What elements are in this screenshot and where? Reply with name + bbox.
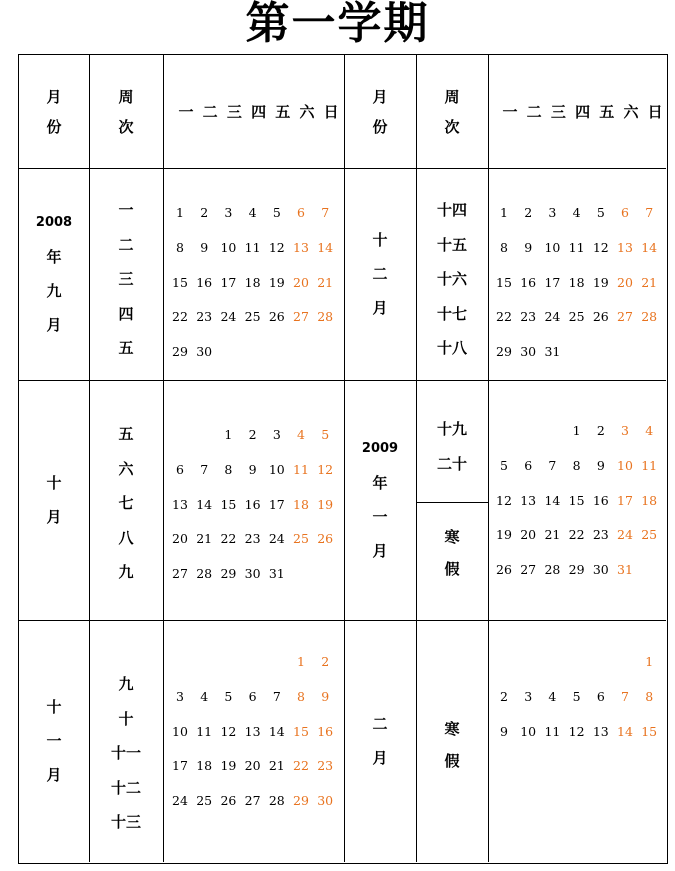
date-cell: 16 <box>592 492 609 508</box>
date-cell: 1 <box>645 654 654 669</box>
month-label <box>19 206 89 342</box>
date-cell: 12 <box>317 461 334 477</box>
date-cell: 19 <box>317 496 334 512</box>
week-number: 二 <box>118 235 134 254</box>
month-text: 2008 <box>35 215 73 230</box>
month-header: 月 份 <box>46 88 62 136</box>
month-text: 一 <box>46 732 62 750</box>
month-text: 九 <box>46 282 62 300</box>
date-cell: 10 <box>544 239 561 255</box>
date-cell: 3 <box>621 423 629 438</box>
date-cell: 13 <box>172 496 188 512</box>
date-cell: 14 <box>544 492 561 508</box>
date-cell: 6 <box>176 461 184 477</box>
date-cell: 31 <box>268 566 285 582</box>
week-number: 五 <box>118 425 134 443</box>
date-cell: 11 <box>568 239 585 255</box>
week-number: 十八 <box>436 339 467 357</box>
date-cell: 14 <box>617 723 633 739</box>
date-cell: 5 <box>596 205 605 220</box>
week-number: 二十 <box>436 454 467 473</box>
week-number: 十五 <box>436 235 467 254</box>
date-cell: 9 <box>524 239 533 255</box>
week-number: 十三 <box>110 813 141 831</box>
date-cell: 20 <box>172 531 188 547</box>
date-cell: 22 <box>496 309 512 325</box>
date-cell: 16 <box>520 274 537 290</box>
date-cell: 30 <box>244 566 261 582</box>
date-cell: 3 <box>272 427 281 442</box>
date-cell: 4 <box>548 688 557 704</box>
date-cell: 25 <box>244 309 261 325</box>
date-cell: 4 <box>645 423 654 438</box>
month-text: 月 <box>372 299 388 317</box>
date-cell: 19 <box>496 527 512 543</box>
date-cell: 19 <box>592 274 609 290</box>
holiday-label: 假 <box>444 752 460 770</box>
date-cell: 12 <box>268 239 285 255</box>
date-cell: 27 <box>520 562 537 578</box>
date-cell: 14 <box>268 723 285 739</box>
date-cell: 23 <box>317 758 334 774</box>
weekday-label: 三 <box>226 103 242 121</box>
date-cell: 8 <box>224 461 233 477</box>
month-label <box>344 707 416 775</box>
date-cell: 3 <box>524 688 533 704</box>
date-cell: 20 <box>520 527 537 543</box>
date-cell: 7 <box>548 457 557 473</box>
date-cell: 26 <box>592 309 609 325</box>
month-text: 二 <box>372 265 388 283</box>
date-cell: 12 <box>220 723 237 739</box>
date-cell: 27 <box>244 793 261 809</box>
date-cell: 30 <box>317 793 334 809</box>
date-cell: 24 <box>268 531 285 547</box>
month-label <box>344 223 416 325</box>
date-cell: 8 <box>297 688 305 704</box>
weekday-label: 日 <box>647 103 663 121</box>
date-cell: 29 <box>293 793 309 809</box>
date-cell: 18 <box>244 274 261 290</box>
date-cell: 8 <box>572 457 581 473</box>
date-cell: 18 <box>293 496 309 512</box>
divider <box>19 380 666 381</box>
date-cell: 29 <box>220 566 237 582</box>
date-cell: 21 <box>317 274 334 290</box>
month-label <box>344 432 416 568</box>
month-label <box>19 466 89 534</box>
date-cell: 16 <box>196 274 213 290</box>
date-cell: 21 <box>196 531 213 547</box>
date-cell: 19 <box>220 758 237 774</box>
date-cell: 13 <box>244 723 261 739</box>
date-cell: 16 <box>244 496 261 512</box>
date-cell: 10 <box>220 239 237 255</box>
date-cell: 7 <box>645 205 654 220</box>
weekday-label: 四 <box>575 103 591 121</box>
date-cell: 29 <box>568 562 585 578</box>
date-cell: 5 <box>321 427 330 442</box>
date-cell: 26 <box>268 309 285 325</box>
week-number: 十一 <box>110 744 141 762</box>
date-cell: 26 <box>317 531 334 547</box>
date-cell: 2 <box>500 688 508 704</box>
date-cell: 15 <box>220 496 237 512</box>
holiday-label: 寒 <box>444 720 460 738</box>
weekday-label: 五 <box>599 103 615 121</box>
week-number: 十六 <box>436 270 467 288</box>
date-cell: 24 <box>544 309 561 325</box>
date-cell: 15 <box>641 723 658 739</box>
weekday-label: 日 <box>323 103 339 121</box>
date-cell: 17 <box>268 496 285 512</box>
date-cell: 26 <box>220 793 237 809</box>
date-cell: 17 <box>544 274 561 290</box>
date-cell: 27 <box>293 309 309 325</box>
divider <box>416 502 488 503</box>
month-text: 二 <box>372 715 388 733</box>
date-cell: 25 <box>641 527 658 543</box>
date-cell: 15 <box>568 492 585 508</box>
date-cell: 11 <box>293 461 309 477</box>
date-cell: 10 <box>617 457 633 473</box>
date-cell: 1 <box>176 205 184 220</box>
date-cell: 23 <box>592 527 609 543</box>
date-cell: 2 <box>200 205 209 220</box>
divider <box>19 168 666 169</box>
date-cell: 3 <box>224 205 233 220</box>
date-cell: 30 <box>196 344 213 360</box>
month-text: 十 <box>46 698 62 716</box>
date-cell: 29 <box>496 344 512 360</box>
weekday-label: 三 <box>550 103 566 121</box>
week-number: 十四 <box>436 201 467 219</box>
date-cell: 18 <box>196 758 213 774</box>
date-cell: 12 <box>568 723 585 739</box>
week-number: 一 <box>118 201 134 219</box>
date-cell: 24 <box>172 793 188 809</box>
weekday-label: 六 <box>623 103 639 121</box>
date-cell: 4 <box>200 688 209 704</box>
date-cell: 15 <box>293 723 309 739</box>
week-number: 十二 <box>110 778 141 797</box>
date-cell: 9 <box>500 723 508 739</box>
date-cell: 8 <box>176 239 184 255</box>
date-cell: 11 <box>544 723 561 739</box>
date-cell: 21 <box>544 527 561 543</box>
date-cell: 30 <box>592 562 609 578</box>
date-cell: 6 <box>297 205 305 220</box>
date-cell: 2 <box>524 205 533 220</box>
date-cell: 31 <box>544 344 561 360</box>
month-text: 十 <box>372 231 388 249</box>
date-cell: 31 <box>617 562 633 578</box>
date-cell: 4 <box>248 205 257 220</box>
date-cell: 9 <box>200 239 209 255</box>
date-cell: 22 <box>568 527 585 543</box>
date-cell: 29 <box>172 344 188 360</box>
date-cell: 28 <box>544 562 561 578</box>
week-number: 十九 <box>436 420 467 438</box>
week-header: 周 次 <box>444 88 460 136</box>
date-cell: 26 <box>496 562 512 578</box>
date-cell: 22 <box>220 531 237 547</box>
date-cell: 24 <box>220 309 237 325</box>
week-number: 四 <box>118 304 134 323</box>
date-cell: 9 <box>596 457 605 473</box>
week-number: 九 <box>118 563 134 581</box>
date-cell: 1 <box>297 654 305 669</box>
date-cell: 10 <box>172 723 188 739</box>
date-cell: 10 <box>268 461 285 477</box>
calendar-table <box>18 54 668 864</box>
date-cell: 6 <box>621 205 629 220</box>
date-cell: 28 <box>268 793 285 809</box>
date-cell: 12 <box>496 492 512 508</box>
date-cell: 20 <box>293 274 309 290</box>
month-label <box>19 690 89 792</box>
week-number: 五 <box>118 339 134 357</box>
month-text: 月 <box>372 542 388 560</box>
date-cell: 16 <box>317 723 334 739</box>
date-cell: 7 <box>321 205 330 220</box>
weekday-label: 四 <box>251 103 267 121</box>
week-number: 三 <box>118 270 134 288</box>
date-cell: 5 <box>500 457 508 473</box>
date-cell: 5 <box>572 688 581 704</box>
week-header: 周 次 <box>118 88 134 136</box>
date-cell: 21 <box>641 274 658 290</box>
date-cell: 21 <box>268 758 285 774</box>
month-header: 月 份 <box>372 88 388 136</box>
date-cell: 5 <box>224 688 233 704</box>
weekday-label: 一 <box>178 103 194 121</box>
month-text: 年 <box>46 248 62 266</box>
date-cell: 23 <box>520 309 537 325</box>
date-cell: 20 <box>617 274 633 290</box>
date-cell: 10 <box>520 723 537 739</box>
date-cell: 25 <box>293 531 309 547</box>
date-cell: 7 <box>200 461 209 477</box>
month-text: 十 <box>46 474 62 492</box>
weekday-label: 一 <box>502 103 518 121</box>
month-text: 月 <box>46 508 62 526</box>
date-cell: 17 <box>220 274 237 290</box>
date-cell: 4 <box>572 205 581 220</box>
month-text: 月 <box>46 766 62 784</box>
date-cell: 9 <box>248 461 257 477</box>
week-number: 九 <box>118 675 134 693</box>
weekday-label: 二 <box>202 103 218 121</box>
date-cell: 5 <box>272 205 281 220</box>
date-cell: 6 <box>248 688 257 704</box>
date-cell: 9 <box>321 688 330 704</box>
week-number: 八 <box>118 528 134 547</box>
month-text: 年 <box>372 474 388 492</box>
date-cell: 15 <box>172 274 188 290</box>
date-cell: 28 <box>317 309 334 325</box>
date-cell: 11 <box>244 239 261 255</box>
date-cell: 3 <box>176 688 184 704</box>
month-text: 2009 <box>361 441 399 456</box>
date-cell: 13 <box>592 723 609 739</box>
month-text: 月 <box>46 316 62 334</box>
date-cell: 28 <box>196 566 213 582</box>
date-cell: 27 <box>172 566 188 582</box>
date-cell: 22 <box>293 758 309 774</box>
date-cell: 14 <box>196 496 213 512</box>
date-cell: 18 <box>568 274 585 290</box>
date-cell: 1 <box>500 205 508 220</box>
date-cell: 14 <box>317 239 334 255</box>
holiday-label: 寒 <box>444 528 460 546</box>
holiday-label: 假 <box>444 560 460 578</box>
date-cell: 2 <box>596 423 605 438</box>
date-cell: 11 <box>641 457 658 473</box>
date-cell: 19 <box>268 274 285 290</box>
date-cell: 13 <box>617 239 633 255</box>
date-cell: 20 <box>244 758 261 774</box>
week-number: 七 <box>118 494 134 512</box>
date-cell: 4 <box>297 427 305 442</box>
date-cell: 1 <box>572 423 581 438</box>
date-cell: 25 <box>568 309 585 325</box>
date-cell: 17 <box>172 758 188 774</box>
date-cell: 24 <box>617 527 633 543</box>
month-text: 一 <box>372 508 388 526</box>
date-cell: 7 <box>272 688 281 704</box>
date-cell: 13 <box>520 492 537 508</box>
date-cell: 6 <box>524 457 533 473</box>
date-cell: 15 <box>496 274 512 290</box>
weekday-label: 二 <box>526 103 542 121</box>
date-cell: 11 <box>196 723 213 739</box>
month-text: 月 <box>372 749 388 767</box>
divider <box>19 620 666 621</box>
date-cell: 3 <box>548 205 557 220</box>
date-cell: 22 <box>172 309 188 325</box>
week-number: 六 <box>118 459 134 478</box>
date-cell: 1 <box>224 427 233 442</box>
date-cell: 2 <box>248 427 257 442</box>
date-cell: 13 <box>293 239 309 255</box>
date-cell: 23 <box>244 531 261 547</box>
date-cell: 6 <box>596 688 605 704</box>
weekday-label: 六 <box>299 103 315 121</box>
date-cell: 8 <box>500 239 508 255</box>
date-cell: 8 <box>645 688 654 704</box>
date-cell: 12 <box>592 239 609 255</box>
date-cell: 7 <box>621 688 629 704</box>
weekday-label: 五 <box>275 103 291 121</box>
date-cell: 17 <box>617 492 633 508</box>
page-title: 第一学期 <box>245 0 430 49</box>
date-cell: 2 <box>321 654 330 669</box>
date-cell: 18 <box>641 492 658 508</box>
date-cell: 23 <box>196 309 213 325</box>
week-number: 十 <box>118 709 134 728</box>
date-cell: 30 <box>520 344 537 360</box>
date-cell: 25 <box>196 793 213 809</box>
date-cell: 27 <box>617 309 633 325</box>
date-cell: 28 <box>641 309 658 325</box>
date-cell: 14 <box>641 239 658 255</box>
week-number: 十七 <box>436 304 467 323</box>
